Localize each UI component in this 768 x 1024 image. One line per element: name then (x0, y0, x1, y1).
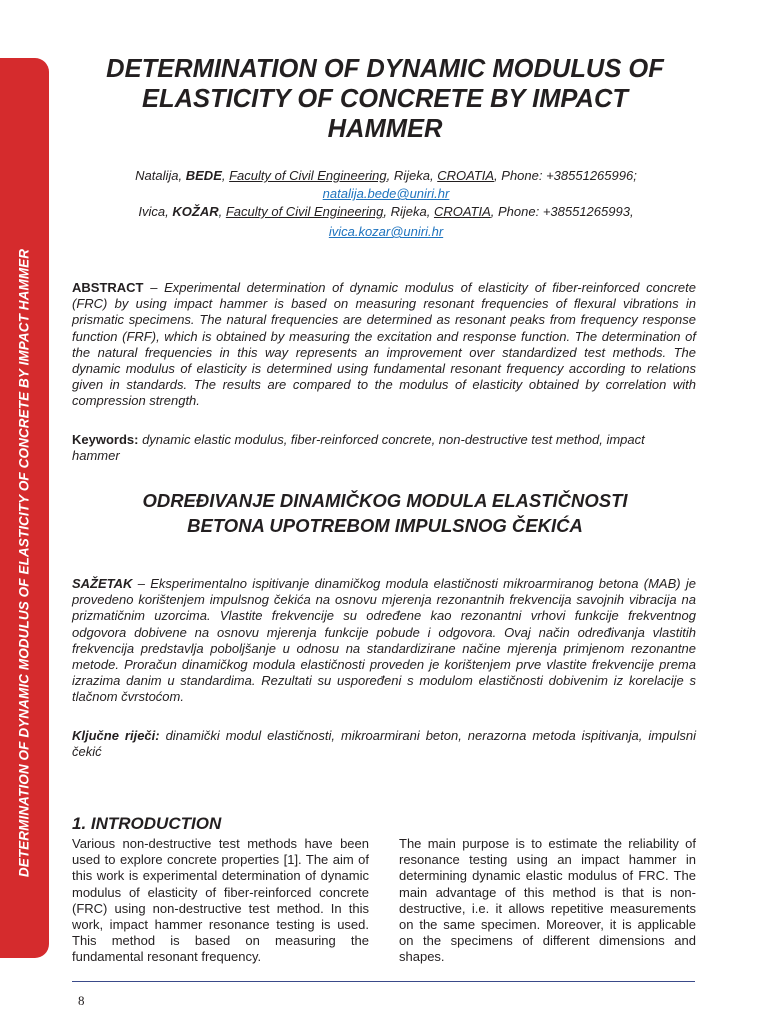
author-2-email-link[interactable]: ivica.kozar@uniri.hr (328, 224, 444, 239)
introduction-heading: 1. INTRODUCTION (72, 814, 222, 833)
author-2-affiliation: Ivica, KOŽAR, Faculty of Civil Engineering, Rijeka, CROATIA, Phone: +38551265993, (138, 204, 634, 219)
author-2-country-link[interactable]: CROATIA (433, 204, 491, 219)
keywords-text: dynamic elastic modulus, fiber-reinforced concrete, non-destructive test method, impact hammer (72, 432, 645, 464)
abstract-label: ABSTRACT (72, 280, 144, 295)
sazetak-label: SAŽETAK (72, 576, 133, 591)
introduction-right-column: The main purpose is to estimate the reliability of resonance testing using an impact hammer in determining dynamic elastic modulus of FRC. The main advantage of this method is that is non-destructive, i.e. it allows repetitive measurements on the same specimen. Moreover, it is applicable on the specimens of different dimensions and shapes. (399, 836, 696, 965)
croatian-title-line-1: ODREĐIVANJE DINAMIČKOG MODULA ELASTIČNOSTI (142, 490, 628, 511)
paper-title (72, 54, 698, 144)
author-1-faculty-link[interactable]: Faculty of Civil Engineering (229, 168, 387, 183)
keywords-label: Keywords: (72, 432, 139, 447)
kljucne-rijeci-text: dinamički modul elastičnosti, mikroarmirani beton, nerazorna metoda ispitivanja, impulsni čekić (72, 728, 696, 760)
author-1-country-link[interactable]: CROATIA (437, 168, 495, 183)
running-title: DETERMINATION OF DYNAMIC MODULUS OF ELASTICITY OF CONCRETE BY IMPACT HAMMER (16, 248, 32, 878)
author-1-email-line (80, 185, 692, 203)
abstract-paragraph (72, 280, 696, 410)
author-2-email-line (80, 223, 692, 241)
paper-title-line-1: DETERMINATION OF DYNAMIC MODULUS OF (106, 55, 664, 83)
kljucne-rijeci-label: Ključne riječi: (72, 728, 160, 743)
author-2-surname: KOŽAR (172, 204, 219, 219)
sazetak-text: – Eksperimentalno ispitivanje dinamičkog modula elastičnosti mikroarmiranog betona (MAB) je provedeno korištenjem impulsnog čekića na osnovu mjerenja rezonantnih frekvencija savojnih vibracija na prizmatičnim uzorcima. Vlastite frekvencije su određene kao rezonantni vrhovi funkcije frekventnog odgovora dobivene na osnovu mjerenja funkcije pobude i odgovora. Ovaj način određivanja vlastitih frekvencija predstavlja poboljšanje u odnosu na standardizirane načine mjerenja primjenom rezonantne metode. Proračun dinamičkog modula elastičnosti proveden je korištenjem prve vlastite frekvencije prema izrazima danim u standardima. Rezultati su uspoređeni s modulom elastičnosti dobivenim iz korelacije s tlačnom čvrstoćom. (72, 576, 696, 705)
sazetak-paragraph (72, 576, 696, 706)
introduction-left-column: Various non-destructive test methods have been used to explore concrete properties [1]. The aim of this work is experimental determination of dynamic modulus of elasticity of fiber-reinforced concrete (FRC) using non-destructive test method. In this work, impact hammer resonance testing is used. This method is based on measuring the fundamental resonant frequency. (72, 836, 369, 965)
author-1-surname: BEDE (185, 168, 222, 183)
croatian-title-line-2: BETONA UPOTREBOM IMPULSNOG ČEKIĆA (187, 515, 583, 536)
paper-title-line-3: HAMMER (327, 115, 443, 143)
croatian-title (72, 488, 698, 538)
paper-title-line-2: ELASTICITY OF CONCRETE BY IMPACT (142, 85, 628, 113)
sidebar-band (0, 58, 49, 958)
author-1-email-link[interactable]: natalija.bede@uniri.hr (322, 186, 450, 201)
keywords-paragraph (72, 432, 696, 464)
kljucne-rijeci-paragraph (72, 728, 696, 760)
page-number: 8 (78, 993, 85, 1008)
author-1-affiliation: Natalija, BEDE, Faculty of Civil Engineering, Rijeka, CROATIA, Phone: +38551265996; (135, 168, 637, 183)
author-block (80, 167, 692, 241)
author-2-faculty-link[interactable]: Faculty of Civil Engineering (225, 204, 384, 219)
footer-rule (72, 981, 695, 982)
abstract-text: – Experimental determination of dynamic modulus of elasticity of fiber-reinforced concrete (FRC) by using impact hammer is based on measuring resonant frequencies of flexural vibrations in prismatic specimens. The natural frequencies are determined as resonant peaks from frequency response function (FRF), which is obtained by measuring the excitation and response function. The determination of the natural frequencies in this way represents an improvement over standardized test methods. The dynamic modulus of elasticity is determined using fundamental resonant frequency according to relations given in standards. The results are compared to the modulus of elasticity obtained by correlation with compression strength. (72, 280, 696, 409)
